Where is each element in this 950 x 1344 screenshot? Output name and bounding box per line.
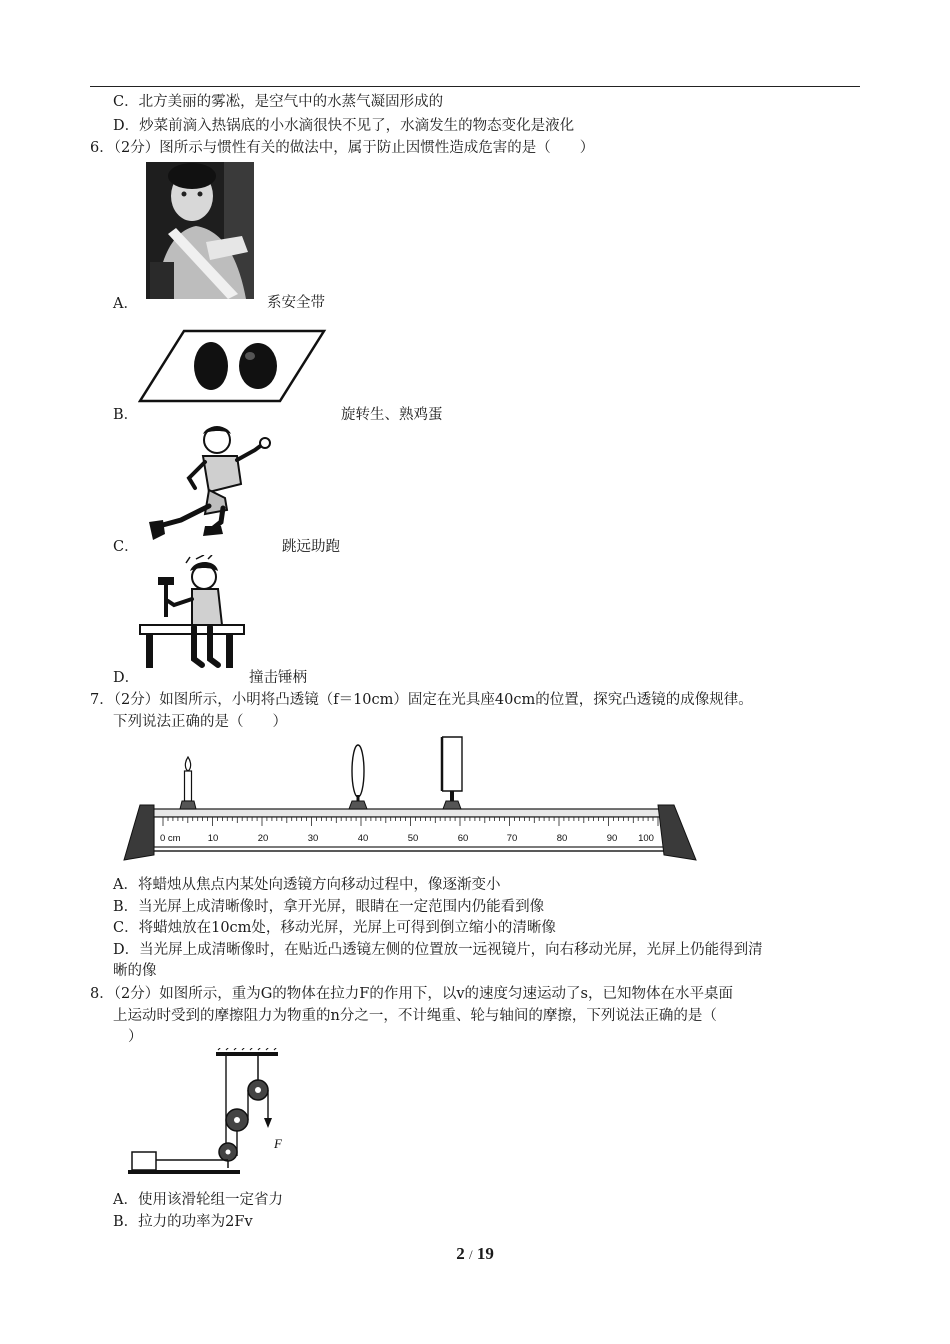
ruler-label-100: 100	[638, 833, 654, 844]
q7-stem-line2: 下列说法正确的是（ ）	[113, 714, 287, 730]
q8-stem-line1: 8．（2分）如图所示，重为G的物体在拉力F的作用下，以v的速度匀速运动了s，已知物体在水平桌面	[90, 986, 733, 1002]
q6-option-d-caption: 撞击锤柄	[249, 670, 307, 686]
q7-option-d-line1: D．当光屏上成清晰像时，在贴近凸透镜左侧的位置放一远视镜片，向右移动光屏，光屏上仍能得到清	[113, 942, 763, 958]
seatbelt-photo	[146, 162, 254, 299]
candle	[180, 757, 196, 809]
total-pages: 19	[476, 1244, 494, 1263]
q7-option-d-line2: 晰的像	[113, 963, 157, 979]
ruler-label-30: 30	[307, 833, 319, 844]
convex-lens	[349, 745, 367, 809]
optical-bench-figure	[118, 733, 700, 863]
ruler-label-40: 40	[357, 833, 369, 844]
q8-stem-line2: 上运动时受到的摩擦阻力为物重的n分之一，不计绳重、轮与轴间的摩擦，下列说法正确的是（	[113, 1008, 717, 1024]
q8-stem-line3: ）	[128, 1029, 143, 1045]
eggs-tray-figure	[138, 329, 328, 403]
ruler-label-90: 90	[606, 833, 618, 844]
q6-option-c-letter: C．	[113, 539, 139, 555]
q8-option-b: B．拉力的功率为2Fv	[113, 1214, 253, 1230]
q6-option-b-caption: 旋转生、熟鸡蛋	[341, 407, 443, 423]
ruler-label-70: 70	[506, 833, 518, 844]
ruler-label-20: 20	[257, 833, 269, 844]
q6-stem: 6．（2分）图所示与惯性有关的做法中，属于防止因惯性造成危害的是（ ）	[90, 140, 595, 156]
header-rule	[90, 86, 860, 87]
ruler-label-50: 50	[407, 833, 419, 844]
q6-option-c-caption: 跳远助跑	[282, 539, 340, 555]
q7-stem-line1: 7．（2分）如图所示，小明将凸透镜（f＝10cm）固定在光具座40cm的位置，探究凸透镜的成像规律。	[90, 692, 753, 708]
q5-option-d: D．炒菜前滴入热锅底的小水滴很快不见了，水滴发生的物态变化是液化	[113, 118, 575, 134]
ruler-label-10: 10	[207, 833, 219, 844]
q6-option-d-letter: D．	[113, 670, 140, 686]
page-separator: /	[468, 1247, 473, 1262]
q8-option-a: A．使用该滑轮组一定省力	[113, 1192, 283, 1208]
ruler-label-0: 0 cm	[160, 833, 181, 844]
q7-option-a: A．将蜡烛从焦点内某处向透镜方向移动过程中，像逐渐变小	[113, 877, 501, 893]
current-page: 2	[456, 1244, 465, 1263]
force-label: F	[274, 1136, 282, 1151]
light-screen	[442, 737, 462, 809]
q7-option-b: B．当光屏上成清晰像时，拿开光屏，眼睛在一定范围内仍能看到像	[113, 899, 545, 915]
runner-figure	[145, 422, 280, 548]
ruler-label-80: 80	[556, 833, 568, 844]
hammer-boy-figure	[138, 555, 246, 675]
page-number	[0, 1244, 950, 1264]
q7-option-c: C．将蜡烛放在10cm处，移动光屏，光屏上可得到倒立缩小的清晰像	[113, 920, 556, 936]
q6-option-a-letter: A．	[113, 296, 138, 312]
q5-option-c: C．北方美丽的雾凇，是空气中的水蒸气凝固形成的	[113, 94, 444, 110]
q6-option-b-letter: B．	[113, 407, 139, 423]
q6-option-a-caption: 系安全带	[267, 295, 325, 311]
ruler-label-60: 60	[457, 833, 469, 844]
pulley-system-figure	[128, 1048, 298, 1178]
